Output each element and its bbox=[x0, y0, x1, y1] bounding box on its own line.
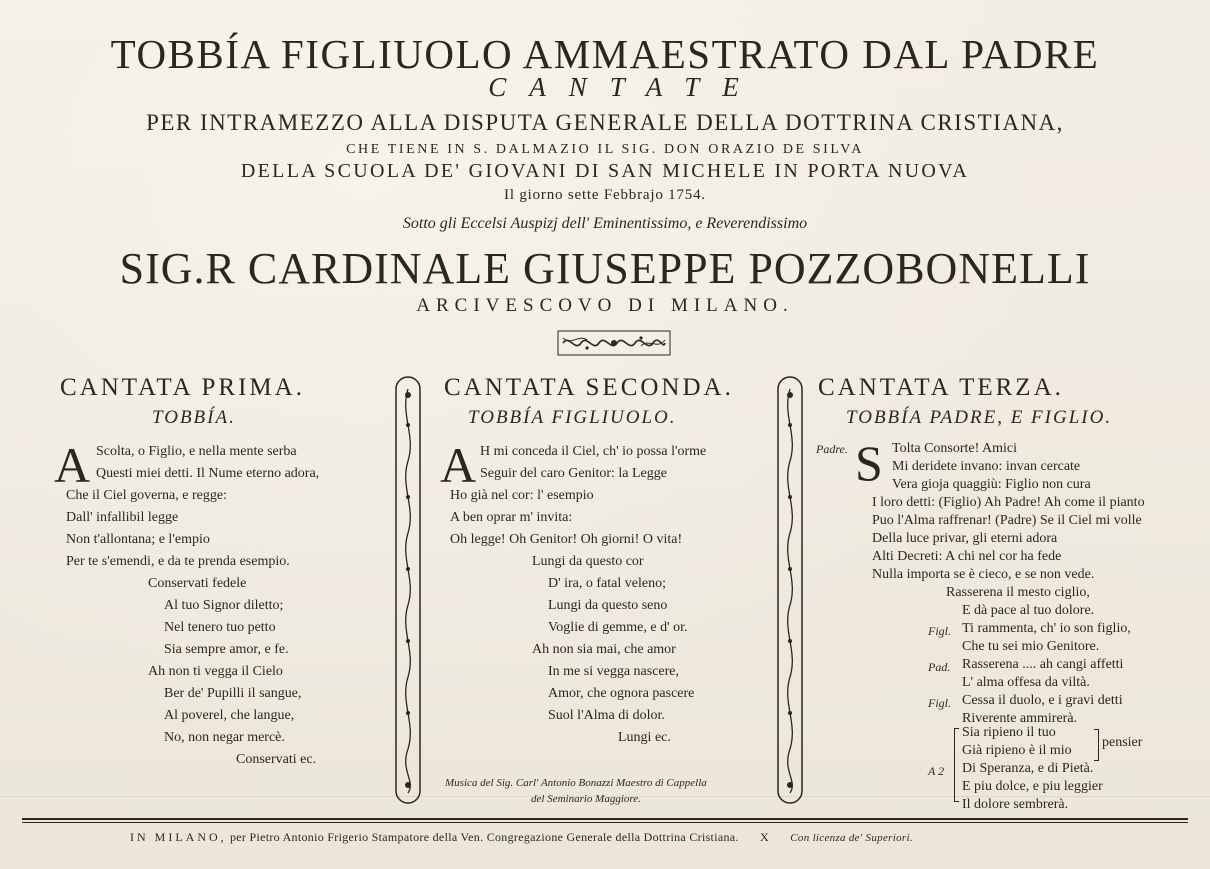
speaker-label: Figl. bbox=[928, 696, 951, 710]
date-line: Il giorno sette Febbrajo 1754. bbox=[504, 187, 706, 203]
verse-line: Voglie di gemme, e d' or. bbox=[548, 620, 688, 635]
verse-line: Ho già nel cor: l' esempio bbox=[450, 488, 594, 503]
verse-line: Seguir del caro Genitor: la Legge bbox=[480, 466, 667, 481]
verse-line: Già ripieno è il mio bbox=[962, 743, 1072, 758]
occasion-line: PER INTRAMEZZO ALLA DISPUTA GENERALE DELLA DOTTRINA CRISTIANA, bbox=[146, 110, 1064, 135]
verse-line: Non t'allontana; e l'empio bbox=[66, 532, 210, 547]
school-line: DELLA SCUOLA DE' GIOVANI DI SAN MICHELE IN PORTA NUOVA bbox=[240, 160, 970, 182]
verse-line: I loro detti: (Figlio) Ah Padre! Ah come il pianto bbox=[872, 495, 1145, 510]
verse-line: Amor, che ognora pascere bbox=[548, 686, 695, 701]
verse-line: H mi conceda il Ciel, ch' io possa l'orme bbox=[480, 444, 707, 459]
verse-line: Dall' infallibil legge bbox=[66, 510, 179, 525]
auspices-line: Sotto gli Eccelsi Auspizj dell' Eminentissimo, e Reverendissimo bbox=[402, 215, 808, 232]
verse-line: Della luce privar, gli eterni adora bbox=[872, 531, 1058, 546]
verse-line: Il dolore sembrerà. bbox=[962, 797, 1069, 812]
pensier-bracket bbox=[1094, 729, 1099, 761]
verse-line: Ah non ti vegga il Cielo bbox=[148, 664, 283, 679]
verse-line: Riverente ammirerà. bbox=[962, 711, 1078, 726]
subtitle-cantate: CANTATE bbox=[488, 72, 762, 102]
verse-line: Ber de' Pupilli il sangue, bbox=[164, 686, 302, 701]
verse-line: Al poverel, che langue, bbox=[164, 708, 295, 723]
footer-rule bbox=[22, 818, 1188, 820]
speaker-label: A 2 bbox=[928, 764, 945, 778]
verse-line: Conservati fedele bbox=[148, 576, 247, 591]
verse-line: Nel tenero tuo petto bbox=[164, 620, 276, 635]
verse-line: Questi miei detti. Il Nume eterno adora, bbox=[96, 466, 320, 481]
verse-line: D' ira, o fatal veleno; bbox=[548, 576, 666, 591]
verse-line: Di Speranza, e di Pietà. bbox=[962, 761, 1094, 776]
duet-bracket bbox=[954, 728, 959, 802]
cantata-terza-title: CANTATA TERZA. bbox=[818, 374, 1064, 401]
verse-line: Conservati ec. bbox=[236, 752, 317, 767]
imprint-printer: per Pietro Antonio Frigerio Stampatore della Ven. Congregazione Generale della Dottrina Cristiana. bbox=[229, 830, 739, 844]
verse-line: E piu dolce, e piu leggier bbox=[962, 779, 1103, 794]
verse-line: Alti Decreti: A chi nel cor ha fede bbox=[872, 549, 1062, 564]
verse-line: Suol l'Alma di dolor. bbox=[548, 708, 665, 723]
drop-cap: A bbox=[440, 437, 477, 493]
verse-line: In me si vegga nascere, bbox=[548, 664, 679, 679]
verse-line: Ah non sia mai, che amor bbox=[532, 642, 676, 657]
verse-line: Mi deridete invano: invan cercate bbox=[892, 459, 1081, 474]
verse-line: Rasserena il mesto ciglio, bbox=[946, 585, 1090, 600]
verse-line: E dà pace al tuo dolore. bbox=[962, 603, 1095, 618]
verse-line: Scolta, o Figlio, e nella mente serba bbox=[96, 444, 297, 459]
verse-line: Ti rammenta, ch' io son figlio, bbox=[962, 621, 1131, 636]
verse-line: Puo l'Alma raffrenar! (Padre) Se il Ciel mi volle bbox=[872, 513, 1142, 528]
verse-line: A ben oprar m' invita: bbox=[450, 510, 573, 525]
verse-line: Per te s'emendi, e da te prenda esempio. bbox=[66, 554, 290, 569]
verse-line: Lungi da questo seno bbox=[548, 598, 668, 613]
music-credit bbox=[445, 775, 707, 807]
fleuron-ornament-icon bbox=[557, 330, 671, 356]
verse-line: Tolta Consorte! Amici bbox=[892, 441, 1018, 456]
music-credit-line: del Seminario Maggiore. bbox=[531, 793, 641, 805]
cantata-seconda-title: CANTATA SECONDA. bbox=[444, 374, 734, 401]
cantata-terza-characters: TOBBÍA PADRE, E FIGLIO. bbox=[846, 407, 1113, 428]
verse-line: L' alma offesa da viltà. bbox=[962, 675, 1090, 690]
verse-line: Nulla importa se è cieco, e se non vede. bbox=[872, 567, 1095, 582]
ornamental-divider-icon bbox=[774, 375, 806, 805]
verse-line: Cessa il duolo, e i gravi detti bbox=[962, 693, 1123, 708]
verse-line: pensier bbox=[1102, 735, 1143, 750]
drop-cap: S bbox=[855, 435, 883, 491]
ornamental-divider-icon bbox=[392, 375, 424, 805]
cantata-prima-title: CANTATA PRIMA. bbox=[60, 374, 305, 401]
verse-line: Lungi da questo cor bbox=[532, 554, 644, 569]
cardinal-name: SIG.R CARDINALE GIUSEPPE POZZOBONELLI bbox=[119, 244, 1091, 293]
imprint-mark: X bbox=[760, 830, 769, 844]
verse-line: No, non negar mercè. bbox=[164, 730, 285, 745]
speaker-label: Figl. bbox=[928, 624, 951, 638]
imprint-city: IN MILANO, bbox=[130, 830, 227, 844]
printer-imprint bbox=[130, 830, 913, 845]
verse-line: Lungi ec. bbox=[618, 730, 671, 745]
imprint-license: Con licenza de' Superiori. bbox=[790, 832, 913, 844]
speaker-label: Pad. bbox=[928, 660, 951, 674]
verse-line: Al tuo Signor diletto; bbox=[164, 598, 284, 613]
verse-line: Che tu sei mio Genitore. bbox=[962, 639, 1100, 654]
verse-line: Sia sempre amor, e fe. bbox=[164, 642, 289, 657]
verse-line: Rasserena .... ah cangi affetti bbox=[962, 657, 1124, 672]
verse-line: Sia ripieno il tuo bbox=[962, 725, 1056, 740]
verse-line: Che il Ciel governa, e regge: bbox=[66, 488, 227, 503]
drop-cap: A bbox=[54, 437, 91, 493]
cantata-seconda-character: TOBBÍA FIGLIUOLO. bbox=[468, 407, 677, 428]
host-line: CHE TIENE IN S. DALMAZIO IL SIG. DON ORAZIO DE SILVA bbox=[346, 142, 864, 157]
archbishop-line: ARCIVESCOVO DI MILANO. bbox=[416, 295, 794, 316]
music-credit-line: Musica del Sig. Carl' Antonio Bonazzi Maestro di Cappella bbox=[445, 777, 707, 789]
main-title: TOBBÍA FIGLIUOLO AMMAESTRATO DAL PADRE bbox=[110, 31, 1100, 77]
speaker-label: Padre. bbox=[816, 442, 848, 456]
footer-rule bbox=[22, 822, 1188, 823]
cantata-prima-character: TOBBÍA. bbox=[152, 407, 236, 428]
verse-line: Vera gioja quaggiù: Figlio non cura bbox=[892, 477, 1091, 492]
verse-line: Oh legge! Oh Genitor! Oh giorni! O vita! bbox=[450, 532, 683, 547]
